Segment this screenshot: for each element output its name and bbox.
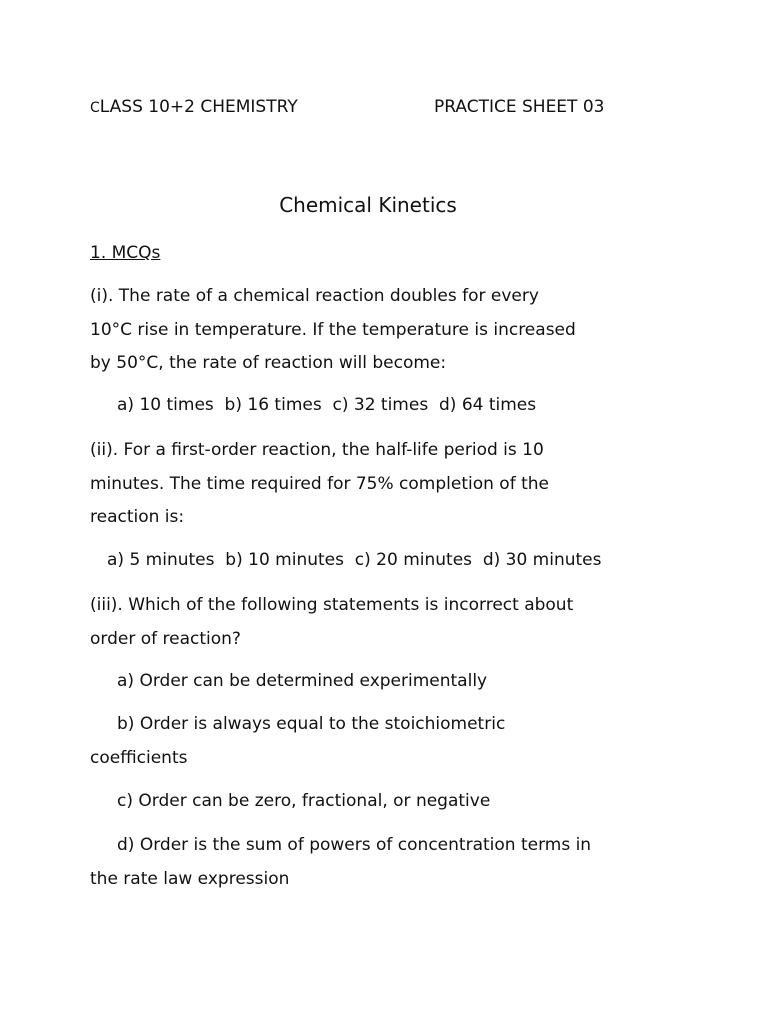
question-3-option-d: d) Order is the sum of powers of concentration terms in: [117, 835, 592, 855]
question-line: (iii). Which of the following statements is incorrect about: [90, 595, 574, 615]
question-line: (i). The rate of a chemical reaction doubles for every: [90, 286, 539, 306]
question-3-option-b-continued: coefficients: [90, 748, 188, 768]
question-1-options: a) 10 times b) 16 times c) 32 times d) 64 times: [117, 395, 537, 415]
question-line: minutes. The time required for 75% completion of the: [90, 473, 549, 494]
question-3-option-b: b) Order is always equal to the stoichiometric: [117, 714, 506, 734]
practice-sheet-label: PRACTICE SHEET 03: [434, 97, 605, 117]
question-3-option-c: c) Order can be zero, fractional, or negative: [117, 791, 491, 811]
class-label-first-letter: C: [90, 100, 100, 116]
question-3-option-a: a) Order can be determined experimentally: [117, 671, 488, 691]
page-title: Chemical Kinetics: [279, 193, 457, 217]
question-3-text: [90, 589, 690, 656]
question-line: order of reaction?: [90, 628, 241, 649]
question-line: by 50°C, the rate of reaction will become:: [90, 353, 447, 373]
question-2-options: a) 5 minutes b) 10 minutes c) 20 minutes d) 30 minutes: [107, 550, 602, 570]
question-3-option-d-continued: the rate law expression: [90, 869, 290, 889]
class-label-rest: LASS 10+2 CHEMISTRY: [99, 97, 298, 117]
question-2-text: [90, 434, 690, 535]
question-line: reaction is:: [90, 507, 185, 527]
question-1-text: [90, 280, 690, 381]
section-heading: 1. MCQs: [90, 243, 161, 263]
question-line: (ii). For a first-order reaction, the half-life period is 10: [90, 440, 544, 460]
question-line: 10°C rise in temperature. If the temperature is increased: [90, 319, 576, 340]
class-label: [90, 97, 298, 117]
